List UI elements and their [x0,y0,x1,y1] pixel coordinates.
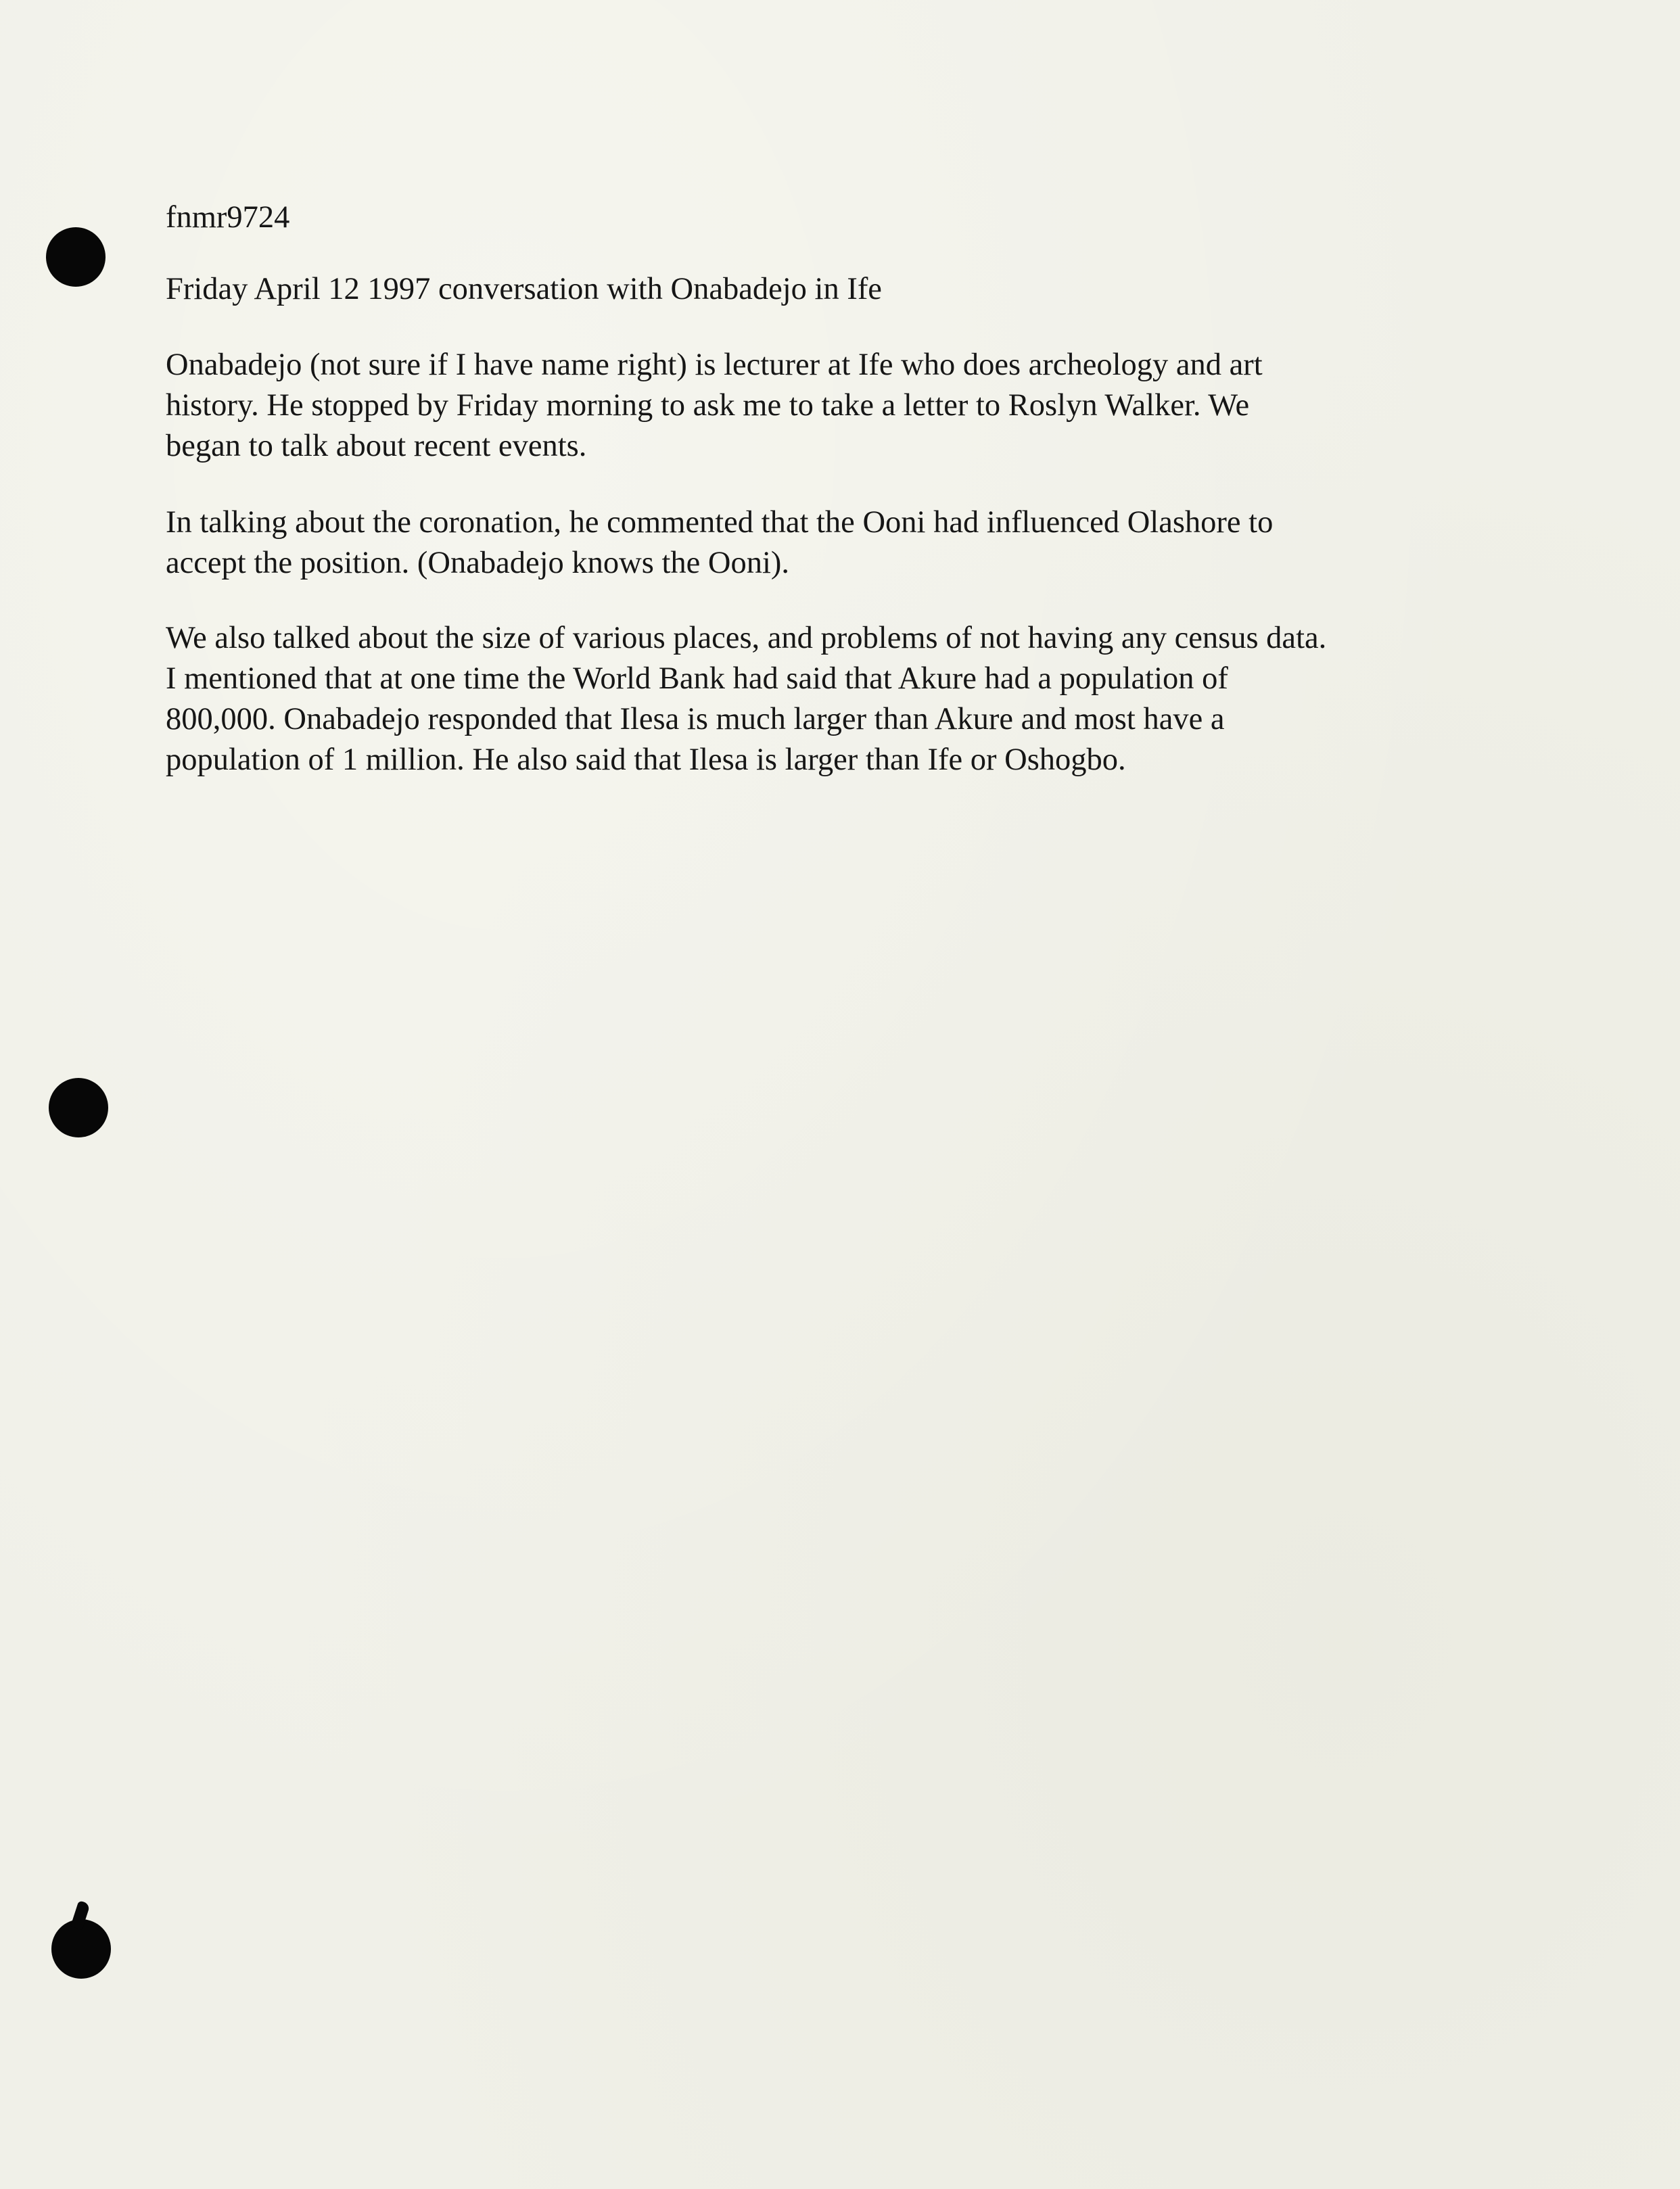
paragraph-line: history. He stopped by Friday morning to ask me to take a letter to Roslyn Walker. We [166,388,1250,423]
paragraph-3 [166,618,1326,780]
paragraph-line: 800,000. Onabadejo responded that Ilesa is much larger than Akure and most have a [166,702,1225,736]
punch-hole-bottom [51,1919,111,1979]
paragraph-line: Onabadejo (not sure if I have name right) is lecturer at Ife who does archeology and art [166,348,1263,382]
punch-hole-top [46,227,106,287]
document-id: fnmr9724 [166,200,290,235]
punch-hole-tear [70,1900,90,1930]
document-heading: Friday April 12 1997 conversation with Onabadejo in Ife [166,272,882,306]
paragraph-2 [166,502,1273,584]
paragraph-line: accept the position. (Onabadejo knows the Ooni). [166,546,790,580]
paragraph-line: began to talk about recent events. [166,429,587,463]
paragraph-line: We also talked about the size of various places, and problems of not having any census data. [166,621,1327,655]
paragraph-line: I mentioned that at one time the World Bank had said that Akure had a population of [166,661,1228,696]
paragraph-1 [166,345,1263,467]
paragraph-line: population of 1 million. He also said that Ilesa is larger than Ife or Oshogbo. [166,743,1126,777]
punch-hole-middle [49,1078,108,1137]
paragraph-line: In talking about the coronation, he commented that the Ooni had influenced Olashore to [166,505,1274,540]
